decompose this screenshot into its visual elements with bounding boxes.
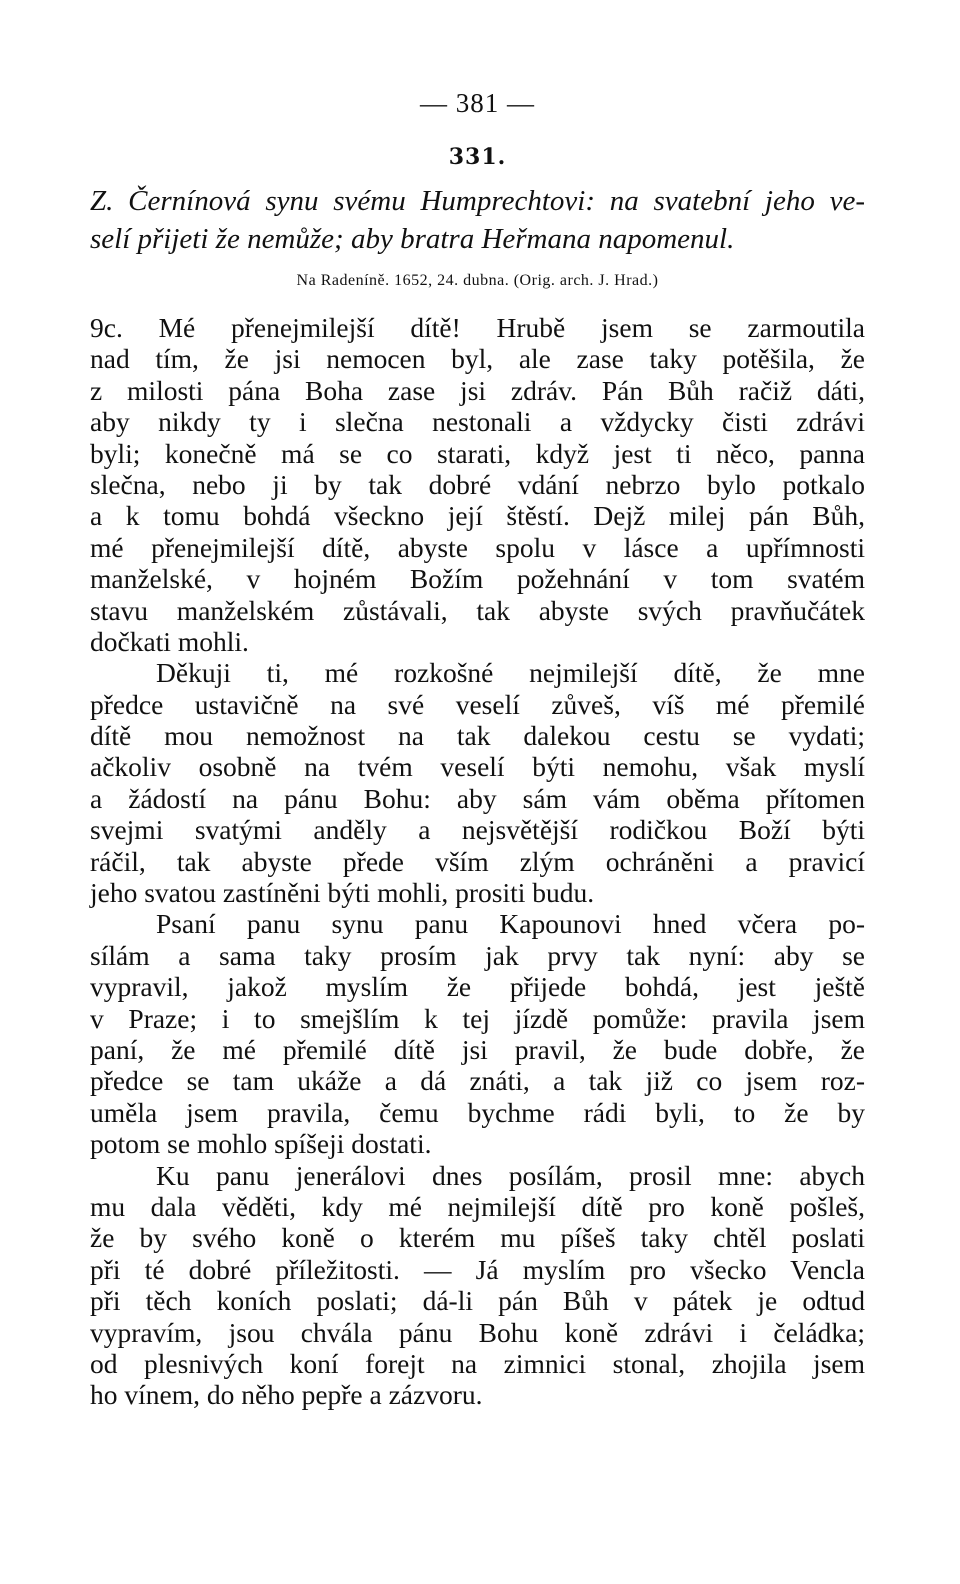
text-line: byli; konečně má se co starati, když jest ti něco, panna	[90, 437, 865, 469]
text-line: jeho svatou zastíněni býti mohli, prositi budu.	[90, 877, 595, 909]
text-line: slečna, nebo ji by tak dobré vdání nebrzo bylo potkalo	[90, 468, 865, 500]
letter-body	[90, 312, 865, 1411]
text-line: aby nikdy ty i slečna nestonali a vždycky čisti zdrávi	[90, 406, 865, 438]
text-line: v Praze; i to smejšlím k tej jízdě pomůže: pravila jsem	[90, 1002, 865, 1034]
heading-line: selí přijeti že nemůže; aby bratra Heřmana napomenul.	[90, 223, 735, 255]
text-line: potom se mohlo spíšeji dostati.	[90, 1128, 432, 1160]
page-number: — 381 —	[420, 88, 535, 118]
text-line: sílám a sama taky prosím jak prvy tak nyní: aby se	[90, 939, 865, 971]
text-line: předce se tam ukáže a dá znáti, a tak již co jsem roz-	[90, 1065, 865, 1097]
text-line: dočkati mohli.	[90, 625, 249, 657]
letter-heading	[90, 182, 865, 258]
text-line: vypravím, jsou chvála pánu Bohu koně zdrávi i čeládka;	[90, 1316, 865, 1348]
text-line: a k tomu bohdá všeckno její štěstí. Dejž milej pán Bůh,	[90, 500, 865, 532]
text-line: že by svého koně o kterém mu píšeš taky chtěl poslati	[90, 1222, 865, 1254]
text-line: při té dobré příležitosti. — Já myslím pro všecko Vencla	[90, 1253, 865, 1285]
text-line: z milosti pána Boha zase jsi zdráv. Pán Bůh račiž dáti,	[90, 374, 865, 406]
text-line: vypravil, jakož myslím že přijede bohdá, jest ještě	[90, 971, 865, 1003]
paragraph	[90, 312, 865, 657]
text-line: ráčil, tak abyste přede vším zlým ochráněni a pravicí	[90, 845, 865, 877]
text-line: ačkoliv osobně na tvém veselí býti nemohu, však myslí	[90, 751, 865, 783]
text-line: manželské, v hojném Božím požehnání v tom svatém	[90, 563, 865, 595]
text-line: paní, že mé přemilé dítě jsi pravil, že bude dobře, že	[90, 1033, 865, 1065]
text-line: stavu manželském zůstávali, tak abyste svých pravňučátek	[90, 594, 865, 626]
paragraph	[90, 657, 865, 908]
text-line: dítě mou nemožnost na tak dalekou cestu se vydati;	[90, 720, 865, 752]
text-line: ho vínem, do něho pepře a zázvoru.	[90, 1379, 483, 1411]
book-page	[90, 0, 865, 1584]
text-line: 9c. Mé přenejmilejší dítě! Hrubě jsem se zarmoutila	[90, 312, 865, 343]
text-line: Psaní panu synu panu Kapounovi hned včera po-	[156, 908, 865, 940]
heading-line: Z. Černínová synu svému Humprechtovi: na svatební jeho ve-	[90, 185, 865, 217]
text-line: od plesnivých koní forejt na zimnici stonal, zhojila jsem	[90, 1347, 865, 1379]
text-line: při těch koních poslati; dá-li pán Bůh v pátek je odtud	[90, 1285, 865, 1317]
text-line: předce ustavičně na své veselí zůveš, víš mé přemilé	[90, 688, 865, 720]
text-line: uměla jsem pravila, čemu bychme rádi byli, to že by	[90, 1096, 865, 1128]
text-line: nad tím, že jsi nemocen byl, ale zase taky potěšila, že	[90, 343, 865, 375]
letter-number: 331.	[448, 144, 507, 170]
text-line: mu dala věděti, kdy mé nejmilejší dítě pro koně pošleš,	[90, 1190, 865, 1222]
text-line: a žádostí na pánu Bohu: aby sám vám oběma přítomen	[90, 782, 865, 814]
text-line: Ku panu jenerálovi dnes posílám, prosil mne: abych	[156, 1159, 865, 1191]
paragraph	[90, 908, 865, 1159]
paragraph	[90, 1160, 865, 1411]
text-line: Děkuji ti, mé rozkošné nejmilejší dítě, že mne	[156, 657, 865, 689]
text-line: mé přenejmilejší dítě, abyste spolu v lásce a upřímnosti	[90, 531, 865, 563]
source-citation: Na Radeníně. 1652, 24. dubna. (Orig. arch. J. Hrad.)	[296, 272, 659, 289]
text-line: svejmi svatými anděly a nejsvětější rodičkou Boží býti	[90, 814, 865, 846]
